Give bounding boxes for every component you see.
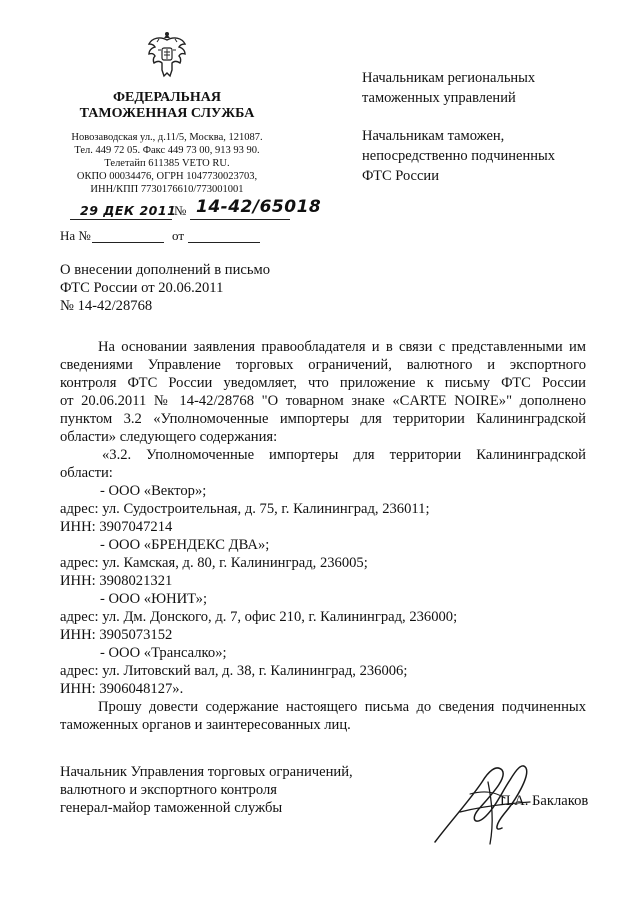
org-address-line-2: Тел. 449 72 05. Факс 449 73 00, 913 93 90. (74, 145, 260, 156)
company-3-address: адрес: ул. Дм. Донского, д. 7, офис 210, г. Калининград, 236000; (60, 609, 458, 625)
signatory-title-line-3: генерал-майор таможенной службы (60, 800, 283, 816)
reg-number-sign: № (174, 203, 187, 218)
addressee-line-5: ФТС России (362, 168, 439, 184)
signatory-name: П.А. Баклаков (500, 793, 589, 809)
company-4-inn: ИНН: 3906048127». (60, 681, 184, 697)
quote-line-1: «3.2. Уполномоченные импортеры для территории Калининградской (102, 447, 586, 463)
ref-number-label: На № (60, 228, 91, 243)
addressee-line-2: таможенных управлений (362, 90, 516, 106)
ref-date-label: от (172, 228, 185, 243)
body-p1-line-1: На основании заявления правообладателя и в связи с представленными им (98, 339, 586, 355)
quote-line-2: области: (60, 465, 113, 481)
body-p1-line-5: пунктом 3.2 «Уполномоченные импортеры для территории Калининградской (60, 411, 586, 427)
org-address-line-5: ИНН/КПП 7730176610/773001001 (90, 184, 244, 195)
addressee-line-4: непосредственно подчиненных (362, 148, 555, 164)
company-3-name: - ООО «ЮНИТ»; (100, 591, 208, 607)
company-4-address: адрес: ул. Литовский вал, д. 38, г. Калининград, 236006; (60, 663, 408, 679)
subject-line-1: О внесении дополнений в письмо (60, 262, 271, 278)
org-name-line-2: ТАМОЖЕННАЯ СЛУЖБА (79, 106, 255, 121)
company-2-inn: ИНН: 3908021321 (60, 573, 173, 589)
addressee-line-3: Начальникам таможен, (362, 128, 505, 144)
company-2-name: - ООО «БРЕНДЕКС ДВА»; (100, 537, 270, 553)
company-4-name: - ООО «Трансалко»; (100, 645, 227, 661)
reg-number-underline (190, 219, 290, 220)
addressee-line-1: Начальникам региональных (362, 70, 536, 86)
body-p1-line-4: от 20.06.2011 № 14-42/28768 "О товарном знаке «CARTE NOIRE»" дополнено (60, 393, 586, 409)
reg-date-underline (70, 219, 172, 220)
body-p1-line-3: контроля ФТС России уведомляет, что приложение к письму ФТС России (60, 375, 586, 391)
company-2-address: адрес: ул. Камская, д. 80, г. Калининград, 236005; (60, 555, 368, 571)
company-1-name: - ООО «Вектор»; (100, 483, 207, 499)
reg-date: 29 ДЕК 2011 (80, 203, 177, 218)
org-name-line-1: ФЕДЕРАЛЬНАЯ (112, 90, 221, 105)
ref-date-line (188, 242, 260, 243)
coat-of-arms-icon (146, 30, 188, 80)
body-p1-line-6: области» следующего содержания: (60, 429, 278, 445)
company-3-inn: ИНН: 3905073152 (60, 627, 173, 643)
org-address-line-4: ОКПО 00034476, ОГРН 1047730023703, (76, 171, 258, 182)
ref-number-line (92, 242, 164, 243)
body-p2-line-1: Прошу довести содержание настоящего письма до сведения подчиненных (98, 699, 586, 715)
signatory-title-line-1: Начальник Управления торговых ограничений, (60, 764, 353, 780)
subject-line-2: ФТС России от 20.06.2011 (60, 280, 224, 296)
org-address-line-3: Телетайп 611385 VETO RU. (104, 158, 230, 169)
subject-line-3: № 14-42/28768 (60, 298, 153, 314)
org-address-line-1: Новозаводская ул., д.11/5, Москва, 121087. (71, 132, 263, 143)
signatory-title-line-2: валютного и экспортного контроля (60, 782, 277, 798)
company-1-address: адрес: ул. Судостроительная, д. 75, г. Калининград, 236011; (60, 501, 430, 517)
reg-number: 14-42/65018 (196, 197, 322, 217)
company-1-inn: ИНН: 3907047214 (60, 519, 173, 535)
body-p1-line-2: сведениями Управление торговых ограничений, валютного и экспортного (60, 357, 586, 373)
body-p2-line-2: таможенных органов и заинтересованных лиц. (60, 717, 351, 733)
